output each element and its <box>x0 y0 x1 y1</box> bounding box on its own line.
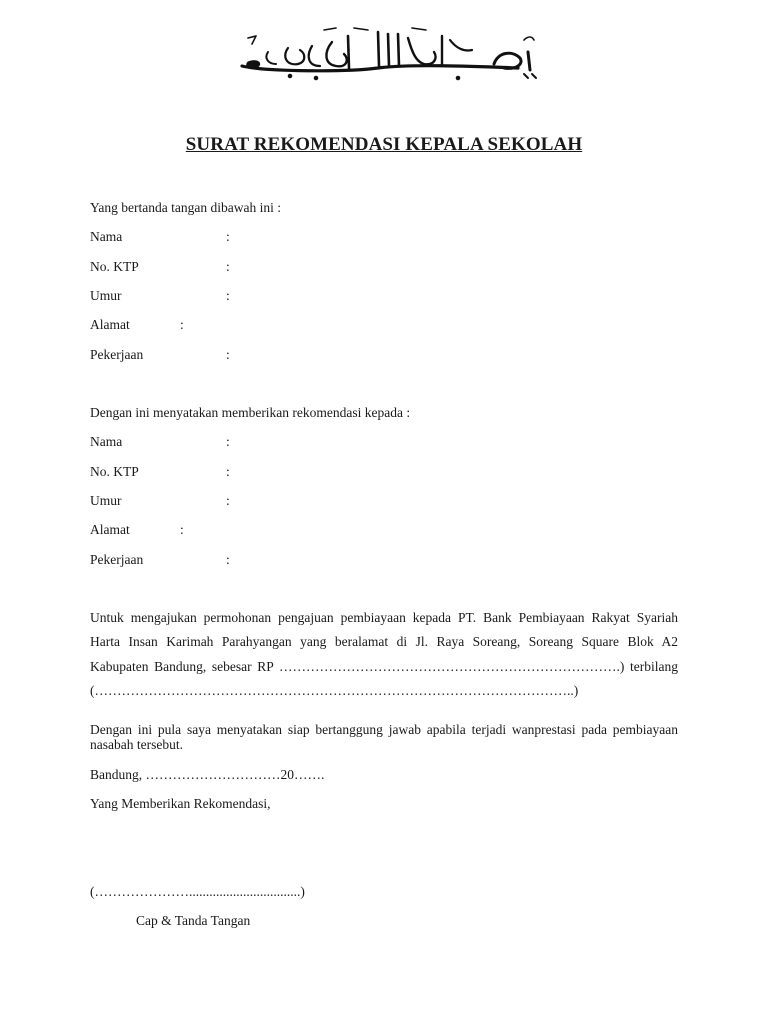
section1-field-age-label: Umur <box>90 288 122 303</box>
section1-field-age-colon: : <box>226 288 230 303</box>
body-paragraph2-line2: nasabah tersebut. <box>90 737 183 752</box>
body-paragraph1-line4: (……………………………………………………………………………………………..) <box>90 683 579 698</box>
body-paragraph1-line1: Untuk mengajukan permohonan pengajuan pembiayaan kepada PT. Bank Pembiayaan Rakyat Syariah <box>90 610 678 625</box>
section2-field-job-label: Pekerjaan <box>90 552 144 567</box>
section2-field-job-colon: : <box>226 552 230 567</box>
section1-field-name-colon: : <box>226 229 230 244</box>
section1-field-name-label: Nama <box>90 229 123 244</box>
section1-field-address-label: Alamat <box>90 317 130 332</box>
section2-field-address-colon: : <box>180 522 184 537</box>
body-paragraph2-line1: Dengan ini pula saya menyatakan siap bertanggung jawab apabila terjadi wanprestasi pada pembiayaan <box>90 722 678 737</box>
section2-field-address-label: Alamat <box>90 522 130 537</box>
section2-field-age-colon: : <box>226 493 230 508</box>
section2-field-name-label: Nama <box>90 434 123 449</box>
section2-field-ktp-label: No. KTP <box>90 464 139 479</box>
section1-field-job-label: Pekerjaan <box>90 347 144 362</box>
place-date: Bandung, …………………………20……. <box>90 767 325 782</box>
signature-line: (………………….................................) <box>90 884 305 899</box>
section1-field-ktp-label: No. KTP <box>90 259 139 274</box>
section1-field-address-colon: : <box>180 317 184 332</box>
section2-intro: Dengan ini menyatakan memberikan rekomendasi kepada : <box>90 405 411 420</box>
recommender-label: Yang Memberikan Rekomendasi, <box>90 796 271 811</box>
section2-field-ktp-colon: : <box>226 464 230 479</box>
section1-intro: Yang bertanda tangan dibawah ini : <box>90 200 281 215</box>
section1-field-ktp-colon: : <box>226 259 230 274</box>
section2-field-name-colon: : <box>226 434 230 449</box>
section2-field-age-label: Umur <box>90 493 122 508</box>
document-title: SURAT REKOMENDASI KEPALA SEKOLAH <box>185 134 583 155</box>
body-paragraph1-line3: Kabupaten Bandung, sebesar RP ………………………………………………………………….) terbilang <box>90 659 678 674</box>
section1-field-job-colon: : <box>226 347 230 362</box>
bismillah-calligraphy <box>228 22 540 92</box>
body-paragraph1-line2: Harta Insan Karimah Parahyangan yang beralamat di Jl. Raya Soreang, Soreang Square Blok A2 <box>90 634 678 649</box>
signature-caption: Cap & Tanda Tangan <box>136 913 251 928</box>
